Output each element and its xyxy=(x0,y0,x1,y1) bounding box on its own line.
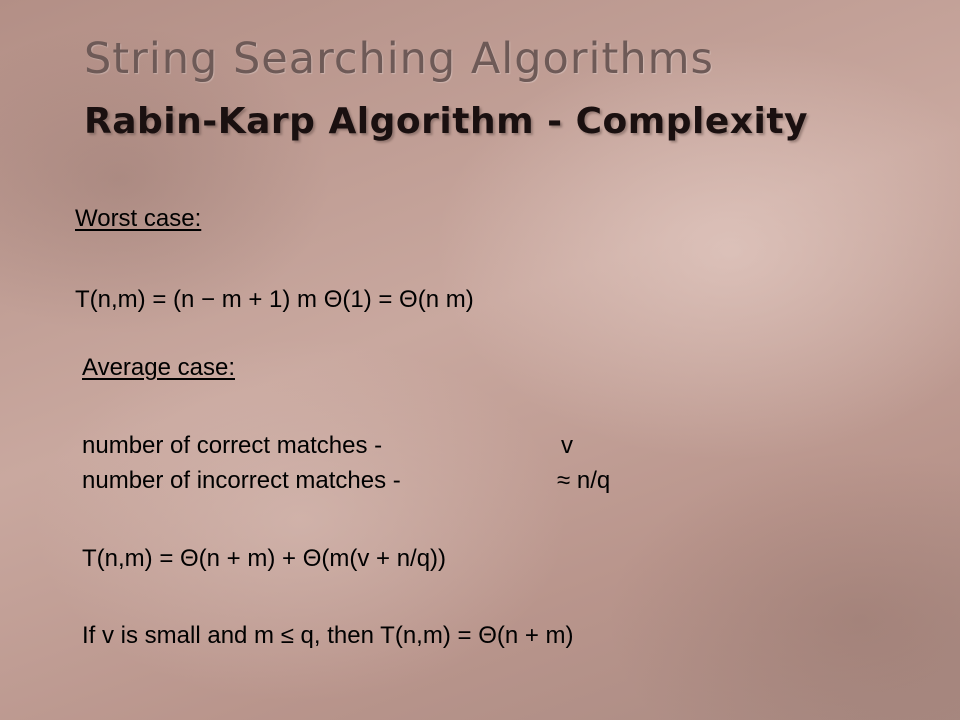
average-case-formula: T(n,m) = Θ(n + m) + Θ(m(v + n/q)) xyxy=(82,545,447,572)
worst-case-heading: Worst case: xyxy=(75,205,202,232)
average-case-conclusion: If v is small and m ≤ q, then T(n,m) = Θ(n + m) xyxy=(82,622,574,649)
worst-case-formula: T(n,m) = (n − m + 1) m Θ(1) = Θ(n m) xyxy=(75,286,474,313)
correct-matches-label: number of correct matches - xyxy=(82,432,383,459)
slide-subtitle: Rabin-Karp Algorithm - Complexity xyxy=(84,101,809,142)
incorrect-matches-label: number of incorrect matches - xyxy=(82,467,401,494)
incorrect-matches-value: ≈ n/q xyxy=(557,467,611,494)
correct-matches-value: v xyxy=(561,432,573,459)
correct-matches-row xyxy=(0,432,960,460)
average-case-heading: Average case: xyxy=(82,354,235,381)
incorrect-matches-row xyxy=(0,467,960,495)
slide-title: String Searching Algorithms xyxy=(84,34,714,84)
